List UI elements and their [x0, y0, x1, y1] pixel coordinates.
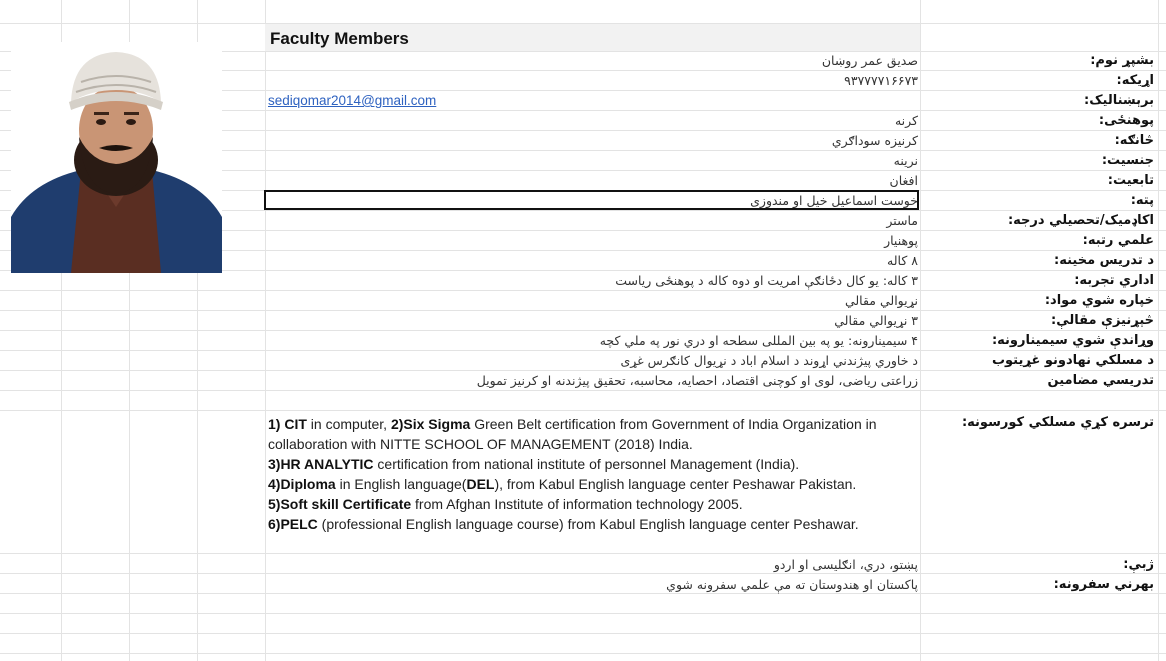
value-full-name[interactable]: صدیق عمر روښان	[821, 53, 918, 68]
value-published-materials[interactable]: نړیوالي مقالي	[844, 293, 918, 308]
course-line	[268, 494, 908, 514]
label-full-name: بشپړ نوم:	[1090, 53, 1154, 68]
label-faculty: پوهنځی:	[1098, 113, 1154, 128]
label-seminars: وړاندې شوي سيمينارونه:	[991, 333, 1154, 348]
course-text: Green Belt certification from Government of India Organization in collaboration with NITTE SCHOOL OF MANAGEMENT (2018) India.	[268, 416, 877, 452]
courses-list[interactable]	[268, 414, 908, 534]
course-highlight: 1)	[268, 416, 285, 432]
course-highlight: 4)Diploma	[268, 476, 336, 492]
course-line	[268, 454, 908, 474]
value-academic-rank[interactable]: پوهنیار	[884, 233, 918, 248]
value-nationality[interactable]: افغان	[889, 173, 918, 188]
value-admin-experience[interactable]: ۳ کاله: یو کال دځانګې امريت او دوه کاله د پوهنځی رياست	[615, 273, 918, 288]
label-gender: جنسیت:	[1101, 153, 1154, 168]
course-line	[268, 514, 908, 534]
value-academic-degree[interactable]: ماستر	[886, 213, 918, 228]
value-subjects[interactable]: زراعتی ریاضی، لوی او کوچنی اقتصاد، احصایه، محاسبه، تحقیق پیژندنه او کرنیز تمویل	[476, 373, 918, 388]
course-highlight: 3)HR ANALYTIC	[268, 456, 374, 472]
email-link[interactable]: sediqomar2014@gmail.com	[268, 93, 437, 108]
label-address: پته:	[1130, 193, 1154, 208]
value-faculty[interactable]: کرنه	[894, 113, 918, 128]
label-travels: بهرني سفرونه:	[1053, 577, 1154, 592]
label-courses: ترسره کړي مسلکي کورسونه:	[961, 415, 1154, 430]
course-highlight: 2)Six Sigma	[390, 416, 471, 432]
course-text: ), from Kabul English language center Peshawar Pakistan.	[494, 476, 857, 492]
course-text: certification from national institute of personnel Management (India).	[373, 456, 800, 472]
value-research-articles[interactable]: ۳ نړیوالي مقالي	[834, 313, 918, 328]
label-nationality: تابعیت:	[1107, 173, 1154, 188]
page-title: Faculty Members	[270, 29, 409, 48]
course-highlight: DEL	[466, 476, 495, 492]
label-subjects: تدريسي مضامين	[1047, 373, 1154, 388]
label-department: څانګه:	[1114, 133, 1154, 148]
value-travels[interactable]: پاکستان او هندوستان ته مې علمي سفرونه شوي	[666, 577, 918, 592]
course-highlight: CIT	[284, 416, 307, 432]
course-highlight: 6)PELC	[268, 516, 318, 532]
label-academic-rank: علمي رتبه:	[1082, 233, 1154, 248]
course-text: in computer,	[306, 416, 391, 432]
value-gender[interactable]: نرینه	[893, 153, 918, 168]
value-languages[interactable]: پښتو، دري، انګلیسی او اردو	[773, 557, 918, 572]
profile-photo	[11, 42, 222, 273]
course-text: from Afghan Institute of information technology 2005.	[411, 496, 743, 512]
label-memberships: د مسلکي نهادونو غړيتوب	[991, 353, 1154, 368]
value-department[interactable]: کرنیزه سوداګري	[831, 133, 918, 148]
value-memberships[interactable]: د خاوري پیژندني اړوند د اسلام اباد د نړیوال کانګرس غړی	[620, 353, 918, 368]
label-teaching-history: د تدریس مخینه:	[1054, 253, 1154, 268]
course-text: in English language(	[335, 476, 467, 492]
label-academic-degree: اکاډمیک/تحصیلي درجه:	[1007, 213, 1154, 228]
label-research-articles: څېړنيزې مقالې:	[1051, 313, 1154, 328]
value-contact[interactable]: ۹۳۷۷۷۷۱۶۶۷۳	[844, 73, 918, 88]
label-admin-experience: اداري تجربه:	[1074, 273, 1154, 288]
course-highlight: 5)Soft skill Certificate	[268, 496, 412, 512]
course-line	[268, 414, 908, 454]
course-line	[268, 474, 908, 494]
label-languages: ژبې:	[1123, 557, 1154, 572]
value-address[interactable]: خوست اسماعیل خیل او مندوزی	[750, 193, 918, 208]
value-teaching-history[interactable]: ۸ کاله	[887, 253, 918, 268]
course-text: (professional English language course) from Kabul English language center Peshawar.	[317, 516, 859, 532]
label-contact: اړیکه:	[1116, 73, 1154, 88]
label-email: برېښناليک:	[1084, 93, 1154, 108]
value-seminars[interactable]: ۴ سیمینارونه: یو په بین المللی سطحه او دري نور په ملي کچه	[599, 333, 918, 348]
label-published-materials: خپاره شوي مواد:	[1044, 293, 1154, 308]
